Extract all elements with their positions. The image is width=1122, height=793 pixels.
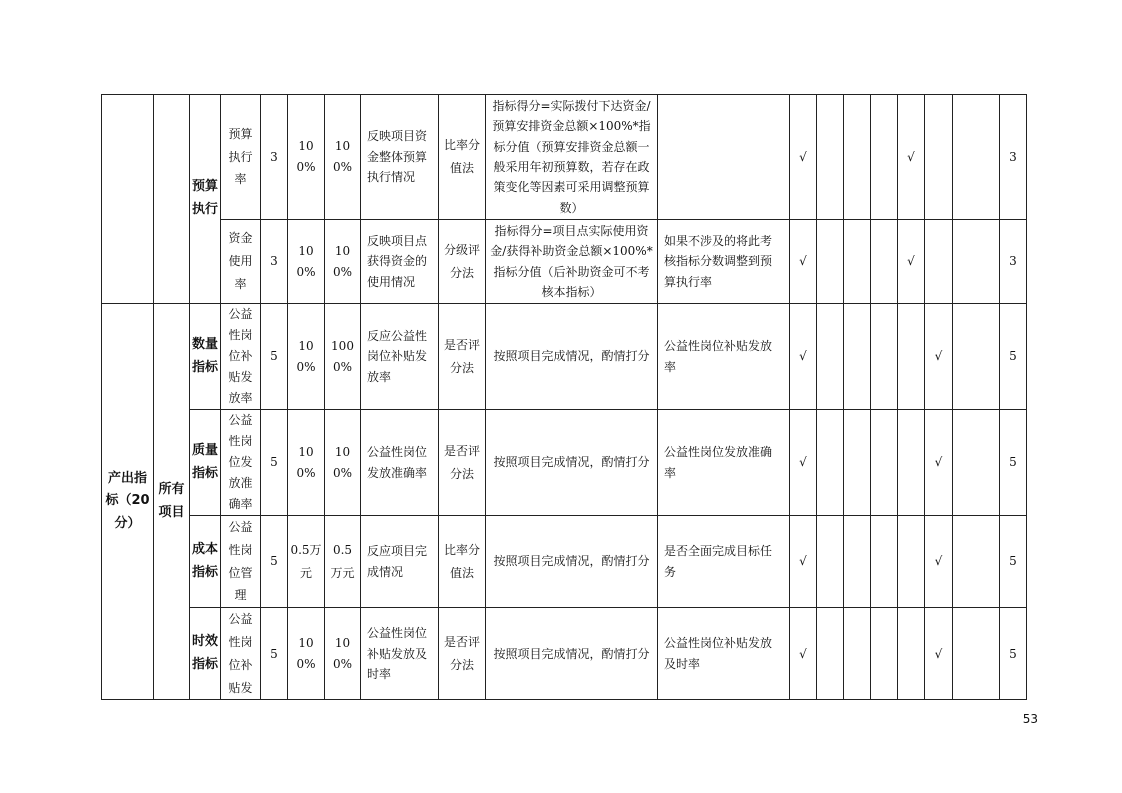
target-cell: 100%	[288, 608, 325, 700]
empty-cell	[817, 410, 844, 516]
actual-cell: 100%	[325, 95, 361, 220]
empty-cell	[953, 410, 1000, 516]
score-cell: 3	[1000, 220, 1027, 304]
category-cell-blank	[102, 95, 154, 304]
actual-cell: 100%	[325, 410, 361, 516]
empty-cell	[953, 516, 1000, 608]
method-cell: 是否评分法	[439, 608, 486, 700]
weight-cell: 3	[261, 95, 288, 220]
target-cell: 0.5万元	[288, 516, 325, 608]
check-mark-a: √	[790, 304, 817, 410]
subcategory-cell: 预算执行	[190, 95, 221, 304]
empty-cell	[898, 608, 925, 700]
empty-cell	[817, 516, 844, 608]
check-mark-b: √	[925, 410, 953, 516]
project-cell: 所有项目	[154, 304, 190, 700]
check-mark-b: √	[925, 304, 953, 410]
empty-cell	[925, 220, 953, 304]
check-mark-a: √	[790, 220, 817, 304]
indicator-cell: 公益性岗位发放准确率	[221, 410, 261, 516]
empty-cell	[898, 516, 925, 608]
score-cell: 5	[1000, 410, 1027, 516]
page-number: 53	[1022, 712, 1038, 726]
empty-cell	[844, 608, 871, 700]
formula-cell: 按照项目完成情况，酌情打分	[486, 516, 658, 608]
empty-cell	[844, 304, 871, 410]
empty-cell	[844, 95, 871, 220]
check-mark-b: √	[925, 608, 953, 700]
table-row	[102, 516, 1027, 608]
empty-cell	[844, 516, 871, 608]
target-cell: 100%	[288, 220, 325, 304]
empty-cell	[898, 410, 925, 516]
project-cell-blank	[154, 95, 190, 304]
empty-cell	[817, 95, 844, 220]
category-cell: 产出指标（20分）	[102, 304, 154, 700]
check-mark-a: √	[790, 410, 817, 516]
empty-cell	[925, 95, 953, 220]
check-mark-a: √	[790, 516, 817, 608]
weight-cell: 3	[261, 220, 288, 304]
formula-cell: 按照项目完成情况，酌情打分	[486, 608, 658, 700]
description-cell: 反应公益性岗位补贴发放率	[361, 304, 439, 410]
note-cell: 如果不涉及的将此考核指标分数调整到预算执行率	[658, 220, 790, 304]
empty-cell	[871, 516, 898, 608]
empty-cell	[953, 608, 1000, 700]
note-cell: 公益性岗位发放准确率	[658, 410, 790, 516]
subcategory-cell: 时效指标	[190, 608, 221, 700]
method-cell: 比率分值法	[439, 95, 486, 220]
indicator-cell: 公益性岗位管理	[221, 516, 261, 608]
method-cell: 分级评分法	[439, 220, 486, 304]
actual-cell: 100%	[325, 608, 361, 700]
subcategory-cell: 数量指标	[190, 304, 221, 410]
weight-cell: 5	[261, 516, 288, 608]
indicator-cell: 资金使用率	[221, 220, 261, 304]
method-cell: 是否评分法	[439, 304, 486, 410]
actual-cell: 0.5万元	[325, 516, 361, 608]
target-cell: 100%	[288, 95, 325, 220]
subcategory-cell: 成本指标	[190, 516, 221, 608]
indicator-cell: 预算执行率	[221, 95, 261, 220]
score-cell: 3	[1000, 95, 1027, 220]
check-mark-b: √	[898, 95, 925, 220]
empty-cell	[871, 220, 898, 304]
empty-cell	[953, 95, 1000, 220]
empty-cell	[844, 220, 871, 304]
score-cell: 5	[1000, 608, 1027, 700]
evaluation-table	[101, 94, 1027, 700]
description-cell: 公益性岗位补贴发放及时率	[361, 608, 439, 700]
empty-cell	[844, 410, 871, 516]
description-cell: 反映项目资金整体预算执行情况	[361, 95, 439, 220]
formula-cell: 指标得分=项目点实际使用资金/获得补助资金总额×100%*指标分值（后补助资金可不考核本指标）	[486, 220, 658, 304]
table-row	[102, 410, 1027, 516]
weight-cell: 5	[261, 410, 288, 516]
note-cell: 是否全面完成目标任务	[658, 516, 790, 608]
check-mark-a: √	[790, 608, 817, 700]
check-mark-b: √	[898, 220, 925, 304]
weight-cell: 5	[261, 608, 288, 700]
formula-cell: 按照项目完成情况，酌情打分	[486, 304, 658, 410]
table-row	[102, 304, 1027, 410]
empty-cell	[898, 304, 925, 410]
method-cell: 是否评分法	[439, 410, 486, 516]
method-cell: 比率分值法	[439, 516, 486, 608]
check-mark-a: √	[790, 95, 817, 220]
indicator-cell: 公益性岗位补贴发	[221, 608, 261, 700]
empty-cell	[817, 220, 844, 304]
note-cell	[658, 95, 790, 220]
formula-cell: 按照项目完成情况，酌情打分	[486, 410, 658, 516]
empty-cell	[871, 608, 898, 700]
target-cell: 100%	[288, 304, 325, 410]
indicator-cell: 公益性岗位补贴发放率	[221, 304, 261, 410]
empty-cell	[953, 304, 1000, 410]
description-cell: 公益性岗位发放准确率	[361, 410, 439, 516]
description-cell: 反应项目完成情况	[361, 516, 439, 608]
score-cell: 5	[1000, 516, 1027, 608]
empty-cell	[871, 304, 898, 410]
table-row	[102, 220, 1027, 304]
empty-cell	[953, 220, 1000, 304]
empty-cell	[871, 410, 898, 516]
weight-cell: 5	[261, 304, 288, 410]
note-cell: 公益性岗位补贴发放率	[658, 304, 790, 410]
description-cell: 反映项目点获得资金的使用情况	[361, 220, 439, 304]
subcategory-cell: 质量指标	[190, 410, 221, 516]
note-cell: 公益性岗位补贴发放及时率	[658, 608, 790, 700]
empty-cell	[817, 608, 844, 700]
table-row	[102, 95, 1027, 220]
target-cell: 100%	[288, 410, 325, 516]
actual-cell: 1000%	[325, 304, 361, 410]
score-cell: 5	[1000, 304, 1027, 410]
formula-cell: 指标得分=实际拨付下达资金/预算安排资金总额×100%*指标分值（预算安排资金总额一般采用年初预算数，若存在政策变化等因素可采用调整预算数）	[486, 95, 658, 220]
table-row	[102, 608, 1027, 700]
empty-cell	[817, 304, 844, 410]
empty-cell	[871, 95, 898, 220]
actual-cell: 100%	[325, 220, 361, 304]
check-mark-b: √	[925, 516, 953, 608]
